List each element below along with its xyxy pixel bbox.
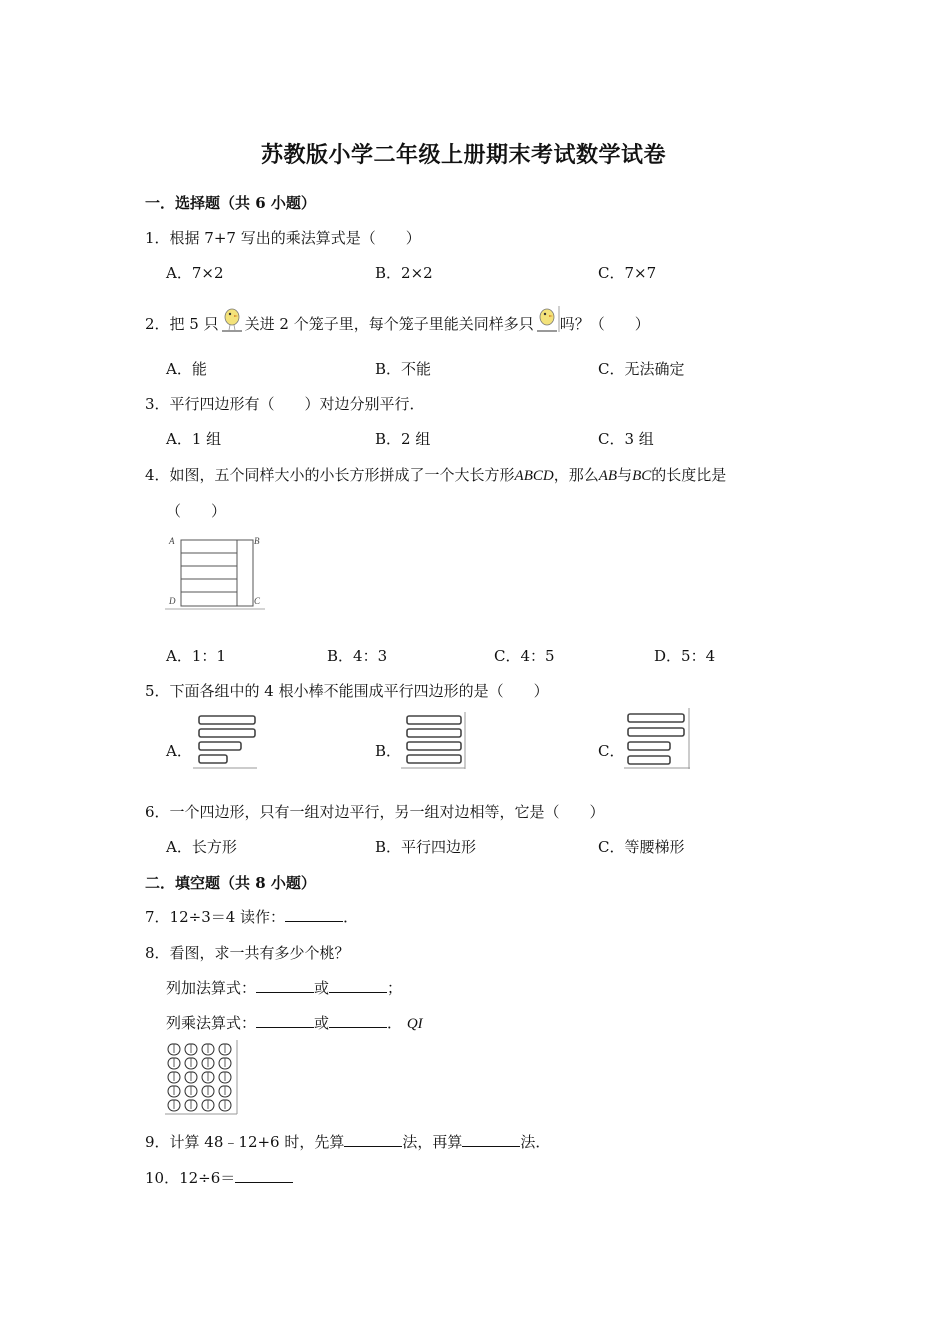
question-9 [145, 1131, 550, 1152]
peach-icon [202, 1072, 214, 1083]
sticks-figure-a [193, 712, 259, 770]
chick-icon [534, 304, 560, 334]
q8-mul-blank-2[interactable] [329, 1013, 387, 1028]
peach-icon [185, 1058, 197, 1069]
peach-icon [202, 1100, 214, 1111]
q2-text-3: 吗？（ ） [559, 315, 650, 333]
peach-icon [219, 1086, 231, 1097]
q4-bc: BC [632, 468, 652, 484]
q5-option-c: C． [598, 742, 625, 760]
label-b: B [254, 536, 260, 546]
q8-add-blank-1[interactable] [256, 978, 314, 993]
peach-icon [168, 1086, 180, 1097]
q8-or-1: 或 [314, 979, 330, 997]
q10-blank[interactable] [235, 1168, 293, 1183]
q10-text-1: 10．12÷6＝ [145, 1169, 236, 1187]
q3-option-b: B．2 组 [375, 430, 431, 448]
q8-mul-blank-1[interactable] [256, 1013, 314, 1028]
q7-text-2: ． [343, 908, 359, 926]
label-a: A [169, 536, 175, 546]
q1-option-a: A．7×2 [166, 264, 224, 282]
q7-blank[interactable] [285, 907, 343, 922]
question-7 [145, 906, 358, 927]
q4-answer-paren: （ ） [166, 502, 227, 520]
question-1: 1．根据 7+7 写出的乘法算式是（ ） [145, 229, 421, 247]
q9-blank-2[interactable] [462, 1132, 520, 1147]
q9-blank-1[interactable] [344, 1132, 402, 1147]
q4-option-b: B．4：3 [327, 647, 388, 665]
question-2 [145, 310, 650, 340]
peach-icon [202, 1058, 214, 1069]
peaches-figure [165, 1040, 239, 1116]
q8-mul-label: 列乘法算式： [166, 1014, 257, 1032]
q4-abcd: ABCD [514, 468, 554, 484]
q2-option-a: A．能 [166, 360, 207, 378]
peach-icon [168, 1072, 180, 1083]
question-4 [145, 464, 726, 485]
peach-icon [185, 1086, 197, 1097]
peach-icon [168, 1044, 180, 1055]
q6-option-b: B．平行四边形 [375, 838, 477, 856]
question-3: 3．平行四边形有（ ）对边分别平行． [145, 395, 425, 413]
peach-icon [202, 1086, 214, 1097]
peach-icon [219, 1044, 231, 1055]
q9-text-1: 9．计算 48﹣12+6 时，先算 [145, 1133, 345, 1151]
peach-icon [168, 1058, 180, 1069]
question-6: 6．一个四边形，只有一组对边平行，另一组对边相等，它是（ ） [145, 803, 605, 821]
peach-icon [185, 1100, 197, 1111]
q4-text-3: 与 [617, 466, 633, 484]
q4-text-2: ，那么 [553, 466, 599, 484]
q8-add-label: 列加法算式： [166, 979, 257, 997]
q8-or-2: 或 [314, 1014, 330, 1032]
page-title: 苏教版小学二年级上册期末考试数学试卷 [261, 142, 667, 168]
q8-mark: QI [406, 1016, 423, 1032]
q2-text-2: 关进 2 个笼子里，每个笼子里能关同样多只 [244, 315, 534, 333]
q1-option-b: B．2×2 [375, 264, 433, 282]
label-c: C [254, 596, 261, 606]
q4-option-a: A．1：1 [166, 647, 226, 665]
sticks-figure-c [624, 708, 692, 770]
peach-icon [185, 1072, 197, 1083]
rectangle-figure [165, 532, 267, 612]
peach-icon [219, 1072, 231, 1083]
q2-text-1: 2．把 5 只 [145, 315, 219, 333]
peach-icon [185, 1044, 197, 1055]
q7-text-1: 7．12÷3＝4 读作： [145, 908, 286, 926]
section-fill-heading: 二．填空题（共 8 小题） [145, 874, 316, 892]
q4-ab: AB [598, 468, 618, 484]
question-5: 5．下面各组中的 4 根小棒不能围成平行四边形的是（ ） [145, 682, 549, 700]
peach-icon [168, 1100, 180, 1111]
q3-option-a: A．1 组 [166, 430, 222, 448]
q2-option-c: C．无法确定 [598, 360, 685, 378]
q8-add-blank-2[interactable] [329, 978, 387, 993]
q9-text-3: 法． [520, 1133, 551, 1151]
q9-text-2: 法，再算 [402, 1133, 463, 1151]
q8-mul-end: ． [387, 1014, 403, 1032]
q5-option-a: A． [166, 742, 192, 760]
q4-text-4: 的长度比是 [651, 466, 727, 484]
peach-icon [219, 1100, 231, 1111]
q8-addition-line [166, 977, 402, 998]
q4-option-c: C．4：5 [494, 647, 555, 665]
sticks-figure-b [401, 712, 467, 770]
chick-icon [219, 304, 245, 334]
label-d: D [169, 596, 176, 606]
q4-text-1: 4．如图，五个同样大小的小长方形拼成了一个大长方形 [145, 466, 515, 484]
q5-option-b: B． [375, 742, 402, 760]
q4-option-d: D．5：4 [654, 647, 716, 665]
q2-option-b: B．不能 [375, 360, 432, 378]
q1-option-c: C．7×7 [598, 264, 657, 282]
peach-icon [219, 1058, 231, 1069]
section-choice-heading: 一．选择题（共 6 小题） [145, 194, 316, 212]
question-8: 8．看图，求一共有多少个桃？ [145, 944, 350, 962]
q8-add-end: ； [387, 979, 403, 997]
q8-multiplication-line [166, 1012, 423, 1033]
peach-icon [202, 1044, 214, 1055]
question-10 [145, 1167, 293, 1188]
q6-option-c: C．等腰梯形 [598, 838, 685, 856]
q6-option-a: A．长方形 [166, 838, 237, 856]
q3-option-c: C．3 组 [598, 430, 654, 448]
